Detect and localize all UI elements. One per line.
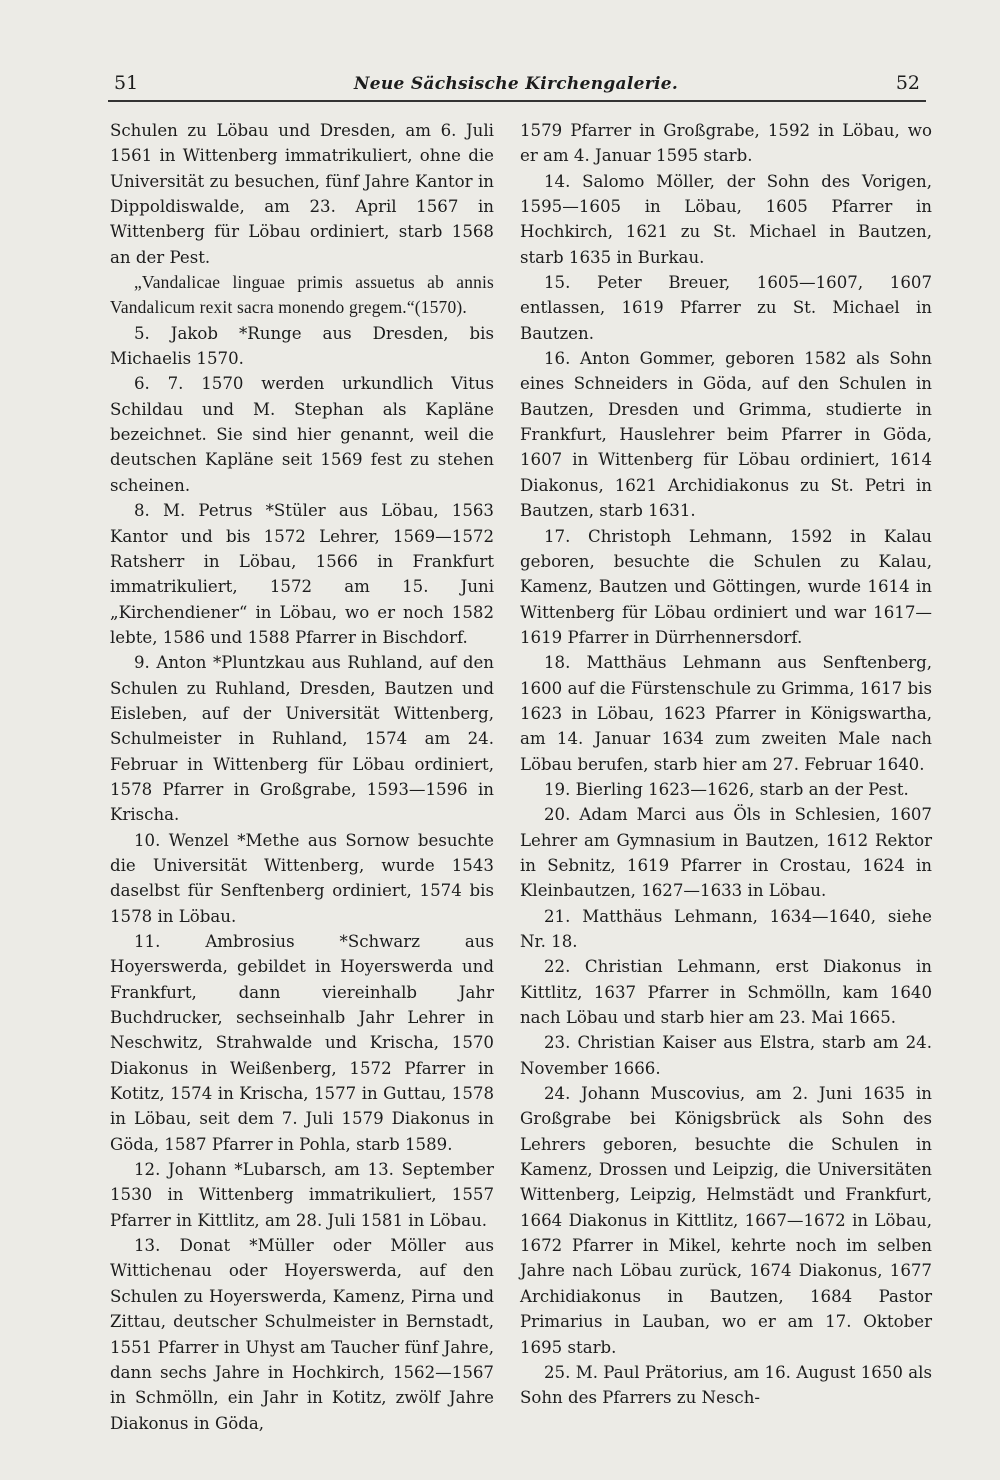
left-page-number: 51 (114, 72, 139, 94)
paragraph: 13. Donat *Müller oder Möller aus Wittichenau oder Hoyerswerda, auf den Schulen zu Hoyerswerda, Kamenz, Pirna und Zittau, deutscher Schulmeister in Bernstadt, 1551 Pfarrer in Uhyst am Taucher fünf Jahre, dann sechs Jahre in Hochkirch, 1562—1567 in Schmölln, ein Jahr in Kotitz, zwölf Jahre Diakonus in Göda, (110, 1236, 494, 1433)
latin-verse: „Vandalicae linguae primis assuetus ab annis Vandalicum rexit sacra monendo gregem.“(1570). (110, 272, 494, 318)
paragraph: 22. Christian Lehmann, erst Diakonus in Kittlitz, 1637 Pfarrer in Schmölln, kam 1640 nach Löbau und starb hier am 23. Mai 1665. (520, 957, 932, 1028)
right-column (520, 118, 932, 1411)
paragraph: 6. 7. 1570 werden urkundlich Vitus Schildau und M. Stephan als Kapläne bezeichnet. Sie sind hier genannt, weil die deutschen Kapläne seit 1569 fest zu stehen scheinen. (110, 374, 494, 495)
paragraph: 16. Anton Gommer, geboren 1582 als Sohn eines Schneiders in Göda, auf den Schulen in Bautzen, Dresden und Grimma, studierte in Frankfurt, Hauslehrer beim Pfarrer in Göda, 1607 in Wittenberg für Löbau ordiniert, 1614 Diakonus, 1621 Archidiakonus zu St. Petri in Bautzen, starb 1631. (520, 349, 932, 521)
paragraph: 20. Adam Marci aus Öls in Schlesien, 1607 Lehrer am Gymnasium in Bautzen, 1612 Rektor in Sebnitz, 1619 Pfarrer in Crostau, 1624 in Kleinbautzen, 1627—1633 in Löbau. (520, 805, 932, 901)
page-header (108, 72, 924, 100)
paragraph: 25. M. Paul Prätorius, am 16. August 1650 als Sohn des Pfarrers zu Nesch- (520, 1362, 932, 1408)
paragraph: 5. Jakob *Runge aus Dresden, bis Michaelis 1570. (110, 323, 494, 369)
paragraph: 15. Peter Breuer, 1605—1607, 1607 entlassen, 1619 Pfarrer zu St. Michael in Bautzen. (520, 273, 932, 343)
paragraph: 21. Matthäus Lehmann, 1634—1640, siehe Nr. 18. (520, 906, 932, 951)
paragraph: Schulen zu Löbau und Dresden, am 6. Juli 1561 in Wittenberg immatrikuliert, ohne die Universität zu besuchen, fünf Jahre Kantor in Dippoldiswalde, am 23. April 1567 in Wittenberg für Löbau ordiniert, starb 1568 an der Pest. (110, 121, 494, 267)
running-title: Neue Sächsische Kirchengalerie. (353, 74, 679, 94)
paragraph: 24. Johann Muscovius, am 2. Juni 1635 in Großgrabe bei Königsbrück als Sohn des Lehrers geboren, besuchte die Schulen in Kamenz, Drossen und Leipzig, die Universitäten Wittenberg, Leipzig, Helmstädt und Frankfurt, 1664 Diakonus in Kittlitz, 1667—1672 in Löbau, 1672 Pfarrer in Mikel, kehrte noch im selben Jahre nach Löbau zurück, 1674 Diakonus, 1677 Archidiakonus in Bautzen, 1684 Pastor Primarius in Lauban, wo er am 17. Oktober 1695 starb. (520, 1084, 932, 1357)
left-column (110, 118, 494, 1436)
paragraph: 23. Christian Kaiser aus Elstra, starb am 24. November 1666. (520, 1033, 932, 1078)
paragraph: 8. M. Petrus *Stüler aus Löbau, 1563 Kantor und bis 1572 Lehrer, 1569—1572 Ratsherr in Löbau, 1566 in Frankfurt immatrikuliert, 1572 am 15. Juni „Kirchendiener“ in Löbau, wo er noch 1582 lebte, 1586 und 1588 Pfarrer in Bischdorf. (110, 501, 494, 647)
paragraph: 11. Ambrosius *Schwarz aus Hoyerswerda, gebildet in Hoyerswerda und Frankfurt, dann viereinhalb Jahr Buchdrucker, sechseinhalb Jahr Lehrer in Neschwitz, Strahwalde und Krischa, 1570 Diakonus in Weißenberg, 1572 Pfarrer in Kotitz, 1574 in Krischa, 1577 in Guttau, 1578 in Löbau, seit dem 7. Juli 1579 Diakonus in Göda, 1587 Pfarrer in Pohla, starb 1589. (110, 932, 494, 1154)
right-page-number: 52 (895, 72, 920, 94)
paragraph: 12. Johann *Lubarsch, am 13. September 1530 in Wittenberg immatrikuliert, 1557 Pfarrer in Kittlitz, am 28. Juli 1581 in Löbau. (110, 1160, 494, 1230)
paragraph: 19. Bierling 1623—1626, starb an der Pest. (544, 779, 909, 799)
paragraph: 9. Anton *Pluntzkau aus Ruhland, auf den Schulen zu Ruhland, Dresden, Bautzen und Eisleben, auf der Universität Wittenberg, Schulmeister in Ruhland, 1574 am 24. Februar in Wittenberg für Löbau ordiniert, 1578 Pfarrer in Großgrabe, 1593—1596 in Krischa. (110, 653, 494, 825)
header-rule (108, 100, 926, 102)
paragraph: 18. Matthäus Lehmann aus Senftenberg, 1600 auf die Fürstenschule zu Grimma, 1617 bis 1623 in Löbau, 1623 Pfarrer in Königswartha, am 14. Januar 1634 zum zweiten Male nach Löbau berufen, starb hier am 27. Februar 1640. (520, 653, 932, 774)
paragraph: 14. Salomo Möller, der Sohn des Vorigen, 1595—1605 in Löbau, 1605 Pfarrer in Hochkirch, 1621 zu St. Michael in Bautzen, starb 1635 in Burkau. (520, 171, 932, 267)
paragraph: 10. Wenzel *Methe aus Sornow besuchte die Universität Wittenberg, wurde 1543 daselbst für Senftenberg ordiniert, 1574 bis 1578 in Löbau. (110, 830, 494, 926)
paragraph: 1579 Pfarrer in Großgrabe, 1592 in Löbau, wo er am 4. Januar 1595 starb. (520, 121, 932, 166)
paragraph: 17. Christoph Lehmann, 1592 in Kalau geboren, besuchte die Schulen zu Kalau, Kamenz, Bautzen und Göttingen, wurde 1614 in Wittenberg für Löbau ordiniert und war 1617—1619 Pfarrer in Dürrhennersdorf. (520, 526, 932, 647)
